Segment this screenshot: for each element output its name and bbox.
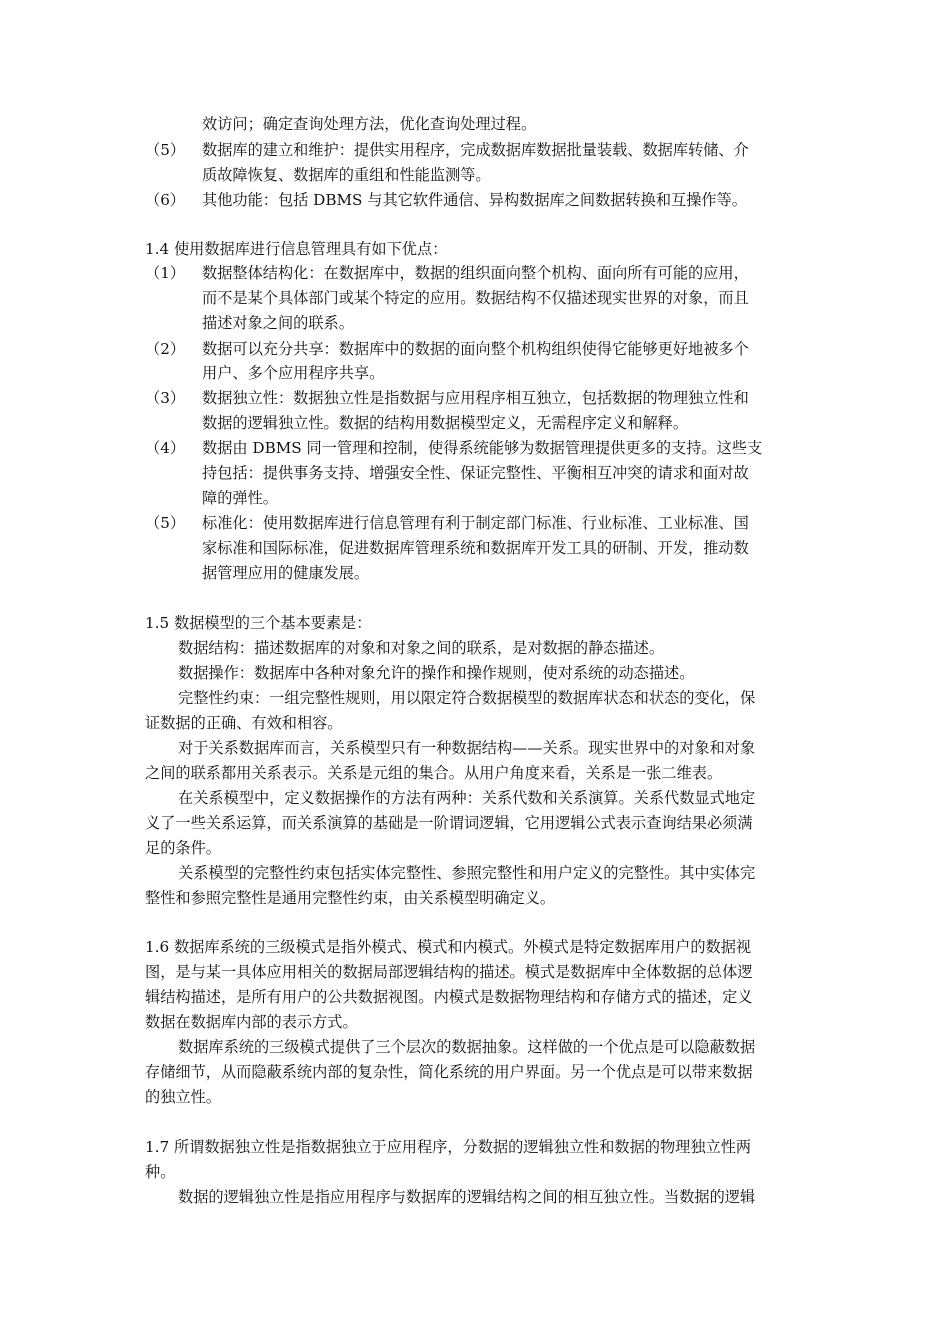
text-line [0,737,950,759]
text-line [0,412,950,434]
text-line [0,312,950,334]
line-text: 的独立性。 [145,1088,221,1106]
line-text: 效访问；确定查询处理方法，优化查询处理过程。 [202,115,537,133]
text-line [0,812,950,834]
text-line [0,139,950,161]
line-text: 足的条件。 [145,839,221,857]
line-text: 存储细节，从而隐蔽系统内部的复杂性，简化系统的用户界面。另一个优点是可以带来数据 [145,1063,753,1081]
text-line [0,562,950,584]
list-item-number: （5） [145,514,186,532]
line-text: 数据独立性：数据独立性是指数据与应用程序相互独立，包括数据的物理独立性和 [202,389,749,407]
text-line [0,687,950,709]
line-text: 关系模型的完整性约束包括实体完整性、参照完整性和用户定义的完整性。其中实体完 [178,864,756,882]
line-text: 图，是与某一具体应用相关的数据局部逻辑结构的描述。模式是数据库中全体数据的总体逻 [145,963,753,981]
line-text: 质故障恢复、数据库的重组和性能监测等。 [202,166,491,184]
line-text: 据管理应用的健康发展。 [202,564,370,582]
text-line [0,787,950,809]
text-line [0,238,950,260]
text-line [0,262,950,284]
text-line [0,986,950,1008]
text-line [0,487,950,509]
text-line [0,637,950,659]
line-text: 描述对象之间的联系。 [202,314,354,332]
text-line [0,712,950,734]
line-text: 数据的逻辑独立性。数据的结构用数据模型定义，无需程序定义和解释。 [202,414,688,432]
line-text: 数据库的建立和维护：提供实用程序，完成数据库数据批量装载、数据库转储、介 [202,141,749,159]
text-line [0,1036,950,1058]
line-text: 数据整体结构化：在数据库中，数据的组织面向整个机构、面向所有可能的应用， [202,264,749,282]
text-line [0,113,950,135]
text-line [0,961,950,983]
line-text: 标准化：使用数据库进行信息管理有利于制定部门标准、行业标准、工业标准、国 [202,514,749,532]
line-text: 数据由 DBMS 同一管理和控制，使得系统能够为数据管理提供更多的支持。这些支 [202,439,763,457]
line-text: 证数据的正确、有效和相容。 [145,714,343,732]
line-text: 数据的逻辑独立性是指应用程序与数据库的逻辑结构之间的相互独立性。当数据的逻辑 [178,1188,756,1206]
list-item-number: （1） [145,264,186,282]
text-line [0,1186,950,1208]
line-text: 种。 [145,1163,176,1181]
line-text: 数据库系统的三级模式提供了三个层次的数据抽象。这样做的一个优点是可以隐蔽数据 [178,1038,756,1056]
line-text: 其他功能：包括 DBMS 与其它软件通信、异构数据库之间数据转换和互操作等。 [202,191,747,209]
text-line [0,837,950,859]
text-line [0,1086,950,1108]
text-line [0,1136,950,1158]
list-item-number: （6） [145,191,186,209]
line-text: 1.5 数据模型的三个基本要素是： [145,614,372,632]
text-line [0,1161,950,1183]
line-text: 辑结构描述，是所有用户的公共数据视图。内模式是数据物理结构和存储方式的描述，定义 [145,988,753,1006]
text-line [0,387,950,409]
line-text: 数据在数据库内部的表示方式。 [145,1013,358,1031]
line-text: 整性和参照完整性是通用完整性约束，由关系模型明确定义。 [145,889,556,907]
text-line [0,662,950,684]
text-line [0,512,950,534]
text-line [0,1011,950,1033]
list-item-number: （3） [145,389,186,407]
line-text: 1.4 使用数据库进行信息管理具有如下优点： [145,240,448,258]
line-text: 数据结构：描述数据库的对象和对象之间的联系，是对数据的静态描述。 [178,639,664,657]
line-text: 1.7 所谓数据独立性是指数据独立于应用程序，分数据的逻辑独立性和数据的物理独立性两 [145,1138,752,1156]
list-item-number: （4） [145,439,186,457]
line-text: 完整性约束：一组完整性规则，用以限定符合数据模型的数据库状态和状态的变化，保 [178,689,756,707]
line-text: 1.6 数据库系统的三级模式是指外模式、模式和内模式。外模式是特定数据库用户的数据视 [145,938,752,956]
line-text: 在关系模型中，定义数据操作的方法有两种：关系代数和关系演算。关系代数显式地定 [178,789,756,807]
line-text: 家标准和国际标准，促进数据库管理系统和数据库开发工具的研制、开发，推动数 [202,539,749,557]
text-line [0,612,950,634]
list-item-number: （2） [145,340,186,358]
line-text: 对于关系数据库而言，关系模型只有一种数据结构——关系。现实世界中的对象和对象 [178,739,756,757]
line-text: 之间的联系都用关系表示。关系是元组的集合。从用户角度来看，关系是一张二维表。 [145,764,723,782]
line-text: 而不是某个具体部门或某个特定的应用。数据结构不仅描述现实世界的对象，而且 [202,289,749,307]
text-line [0,1061,950,1083]
text-line [0,936,950,958]
line-text: 用户、多个应用程序共享。 [202,364,385,382]
text-line [0,537,950,559]
text-line [0,437,950,459]
text-line [0,338,950,360]
text-line [0,164,950,186]
line-text: 持包括：提供事务支持、增强安全性、保证完整性、平衡相互冲突的请求和面对故 [202,464,749,482]
list-item-number: （5） [145,141,186,159]
text-line [0,362,950,384]
line-text: 数据可以充分共享：数据库中的数据的面向整个机构组织使得它能够更好地被多个 [202,340,749,358]
text-line [0,287,950,309]
text-line [0,762,950,784]
text-line [0,862,950,884]
line-text: 障的弹性。 [202,489,278,507]
line-text: 义了一些关系运算，而关系演算的基础是一阶谓词逻辑，它用逻辑公式表示查询结果必须满 [145,814,753,832]
text-line [0,189,950,211]
text-line [0,887,950,909]
line-text: 数据操作：数据库中各种对象允许的操作和操作规则，使对系统的动态描述。 [178,664,695,682]
text-line [0,462,950,484]
